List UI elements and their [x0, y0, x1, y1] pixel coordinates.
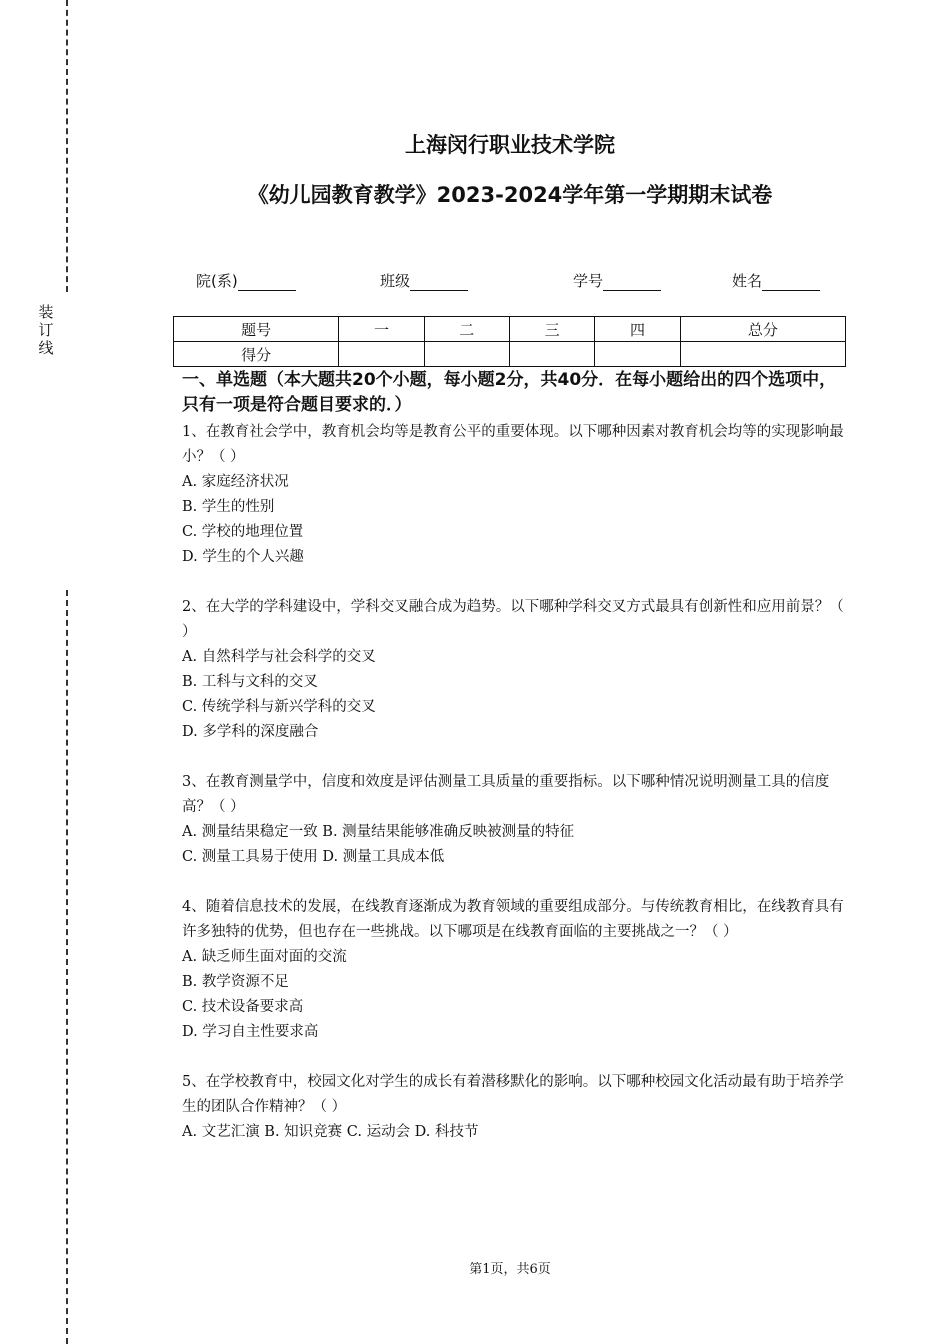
question-stem: 4、随着信息技术的发展，在线教育逐渐成为教育领域的重要组成部分。与传统教育相比，在线教育具有许多独特的优势，但也存在一些挑战。以下哪项是在线教育面临的主要挑战之一？（ ） [182, 899, 844, 940]
option-c[interactable]: C. 传统学科与新兴学科的交叉 [182, 699, 376, 715]
score-cell[interactable] [680, 342, 845, 367]
option-a[interactable]: A. 缺乏师生面对面的交流 [182, 949, 347, 965]
option-d[interactable]: D. 多学科的深度融合 [182, 724, 319, 740]
option-d[interactable]: D. 学习自主性要求高 [182, 1024, 319, 1040]
question-2 [182, 595, 844, 745]
option-a[interactable]: A. 家庭经济状况 [182, 474, 289, 490]
option-c[interactable]: C. 技术设备要求高 [182, 999, 304, 1015]
score-row-label: 得分 [174, 342, 339, 367]
option-d[interactable]: D. 学生的个人兴趣 [182, 549, 304, 565]
score-cell[interactable] [509, 342, 594, 367]
option-b[interactable]: B. 教学资源不足 [182, 974, 289, 990]
option-c[interactable]: C. 学校的地理位置 [182, 524, 304, 540]
question-stem: 3、在教育测量学中，信度和效度是评估测量工具质量的重要指标。以下哪种情况说明测量工具的信度高？（ ） [182, 774, 830, 815]
class-field[interactable]: 班级 [380, 270, 468, 291]
option-line-ab[interactable]: A. 测量结果稳定一致 B. 测量结果能够准确反映被测量的特征 [182, 824, 575, 840]
score-header-cell: 一 [339, 317, 424, 342]
score-cell[interactable] [339, 342, 424, 367]
score-cell[interactable] [424, 342, 509, 367]
section-heading: 一、单选题（本大题共20个小题，每小题2分，共40分．在每小题给出的四个选项中，只有一项是符合题目要求的．） [182, 370, 837, 415]
option-b[interactable]: B. 学生的性别 [182, 499, 275, 515]
name-field[interactable]: 姓名 [732, 270, 820, 291]
exam-title: 《幼儿园教育教学》2023-2024学年第一学期期末试卷 [247, 183, 773, 207]
department-field[interactable]: 院(系) [196, 270, 296, 291]
exam-content [182, 368, 844, 1170]
page-number: 第1页，共6页 [469, 1262, 551, 1277]
question-stem: 2、在大学的学科建设中，学科交叉融合成为趋势。以下哪种学科交叉方式最具有创新性和应用前景？（ ） [182, 599, 844, 640]
binding-label: 装订线 [38, 303, 54, 357]
score-header-cell: 题号 [174, 317, 339, 342]
score-header-cell: 二 [424, 317, 509, 342]
score-table-header-row [174, 317, 846, 342]
question-1 [182, 420, 844, 570]
question-5 [182, 1070, 844, 1145]
option-b[interactable]: B. 工科与文科的交叉 [182, 674, 318, 690]
score-cell[interactable] [595, 342, 680, 367]
option-a[interactable]: A. 自然科学与社会科学的交叉 [182, 649, 376, 665]
score-header-cell: 三 [509, 317, 594, 342]
binding-dashed-line-bottom [66, 590, 68, 1344]
score-header-cell: 四 [595, 317, 680, 342]
score-table [173, 316, 846, 367]
score-header-cell: 总分 [680, 317, 845, 342]
question-stem: 1、在教育社会学中，教育机会均等是教育公平的重要体现。以下哪种因素对教育机会均等的实现影响最小？（ ） [182, 424, 844, 465]
score-table-score-row [174, 342, 846, 367]
option-line-abcd[interactable]: A. 文艺汇演 B. 知识竞赛 C. 运动会 D. 科技节 [182, 1124, 479, 1140]
student-info-row [0, 270, 950, 294]
student-id-field[interactable]: 学号 [573, 270, 661, 291]
school-title: 上海闵行职业技术学院 [405, 133, 615, 157]
question-stem: 5、在学校教育中，校园文化对学生的成长有着潜移默化的影响。以下哪种校园文化活动最有助于培养学生的团队合作精神？（ ） [182, 1074, 844, 1115]
question-3 [182, 770, 844, 870]
question-4 [182, 895, 844, 1045]
option-line-cd[interactable]: C. 测量工具易于使用 D. 测量工具成本低 [182, 849, 445, 865]
